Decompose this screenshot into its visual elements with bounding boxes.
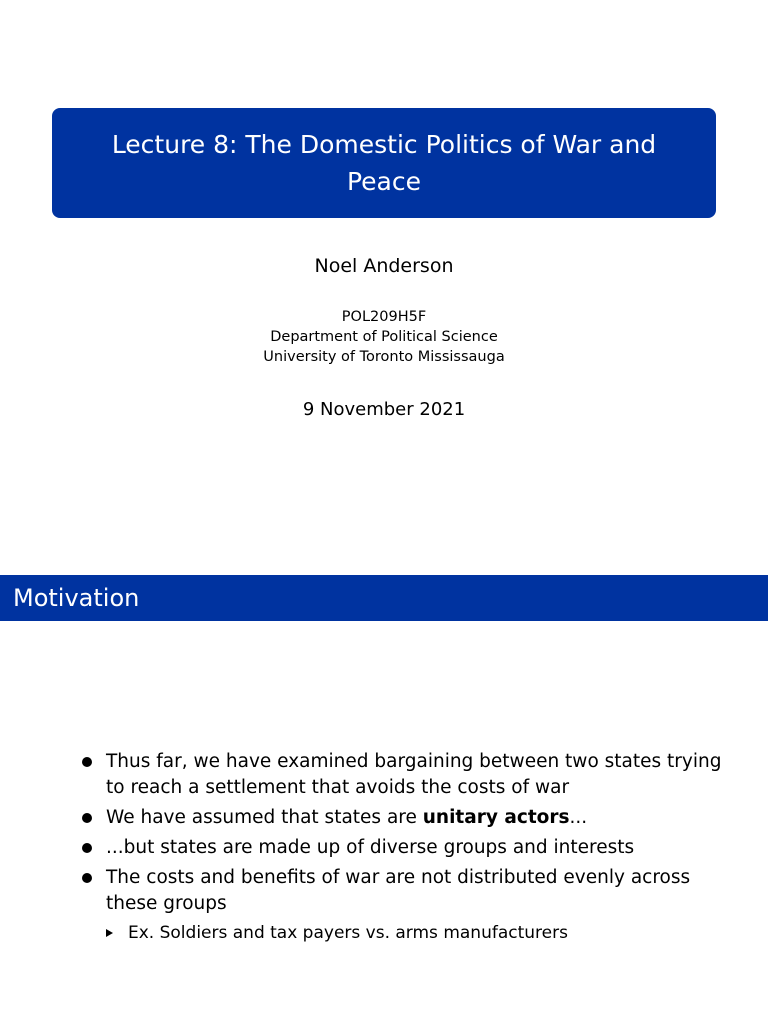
sub-bullet-text: Ex. Soldiers and tax payers vs. arms manufacturers (128, 923, 568, 943)
lecture-title: Lecture 8: The Domestic Politics of War and Peace (111, 130, 657, 196)
bullet-text-pre: We have assumed that states are (106, 807, 423, 828)
university-name: University of Toronto Mississauga (263, 349, 505, 365)
frame-title: Motivation (13, 584, 140, 612)
bullet-text-bold: unitary actors (422, 807, 570, 828)
lecture-date: 9 November 2021 (302, 399, 466, 420)
list-item (80, 865, 740, 917)
author-name: Noel Anderson (314, 255, 454, 277)
bullet-list (80, 749, 740, 945)
sub-list-item (80, 921, 740, 945)
frame-title-bar (0, 575, 768, 621)
list-item (80, 805, 740, 831)
motivation-slide (0, 575, 768, 1024)
bullet-text-post: ... (569, 807, 588, 828)
title-box (52, 108, 716, 218)
bullet-text: Thus far, we have examined bargaining between two states trying to reach a settlement that avoids the costs of war (106, 751, 722, 798)
bullet-dot-icon (82, 843, 92, 853)
bullet-dot-icon (82, 813, 92, 823)
department-name: Department of Political Science (270, 329, 498, 345)
affiliation-block (0, 307, 768, 367)
bullet-text: ...but states are made up of diverse groups and interests (106, 837, 635, 858)
bullet-dot-icon (82, 757, 92, 767)
list-item (80, 835, 740, 861)
list-item (80, 749, 740, 801)
course-code: POL209H5F (341, 309, 427, 325)
bullet-text: The costs and benefits of war are not distributed evenly across these groups (106, 867, 691, 914)
bullet-dot-icon (82, 873, 92, 883)
triangle-right-icon (106, 929, 113, 937)
